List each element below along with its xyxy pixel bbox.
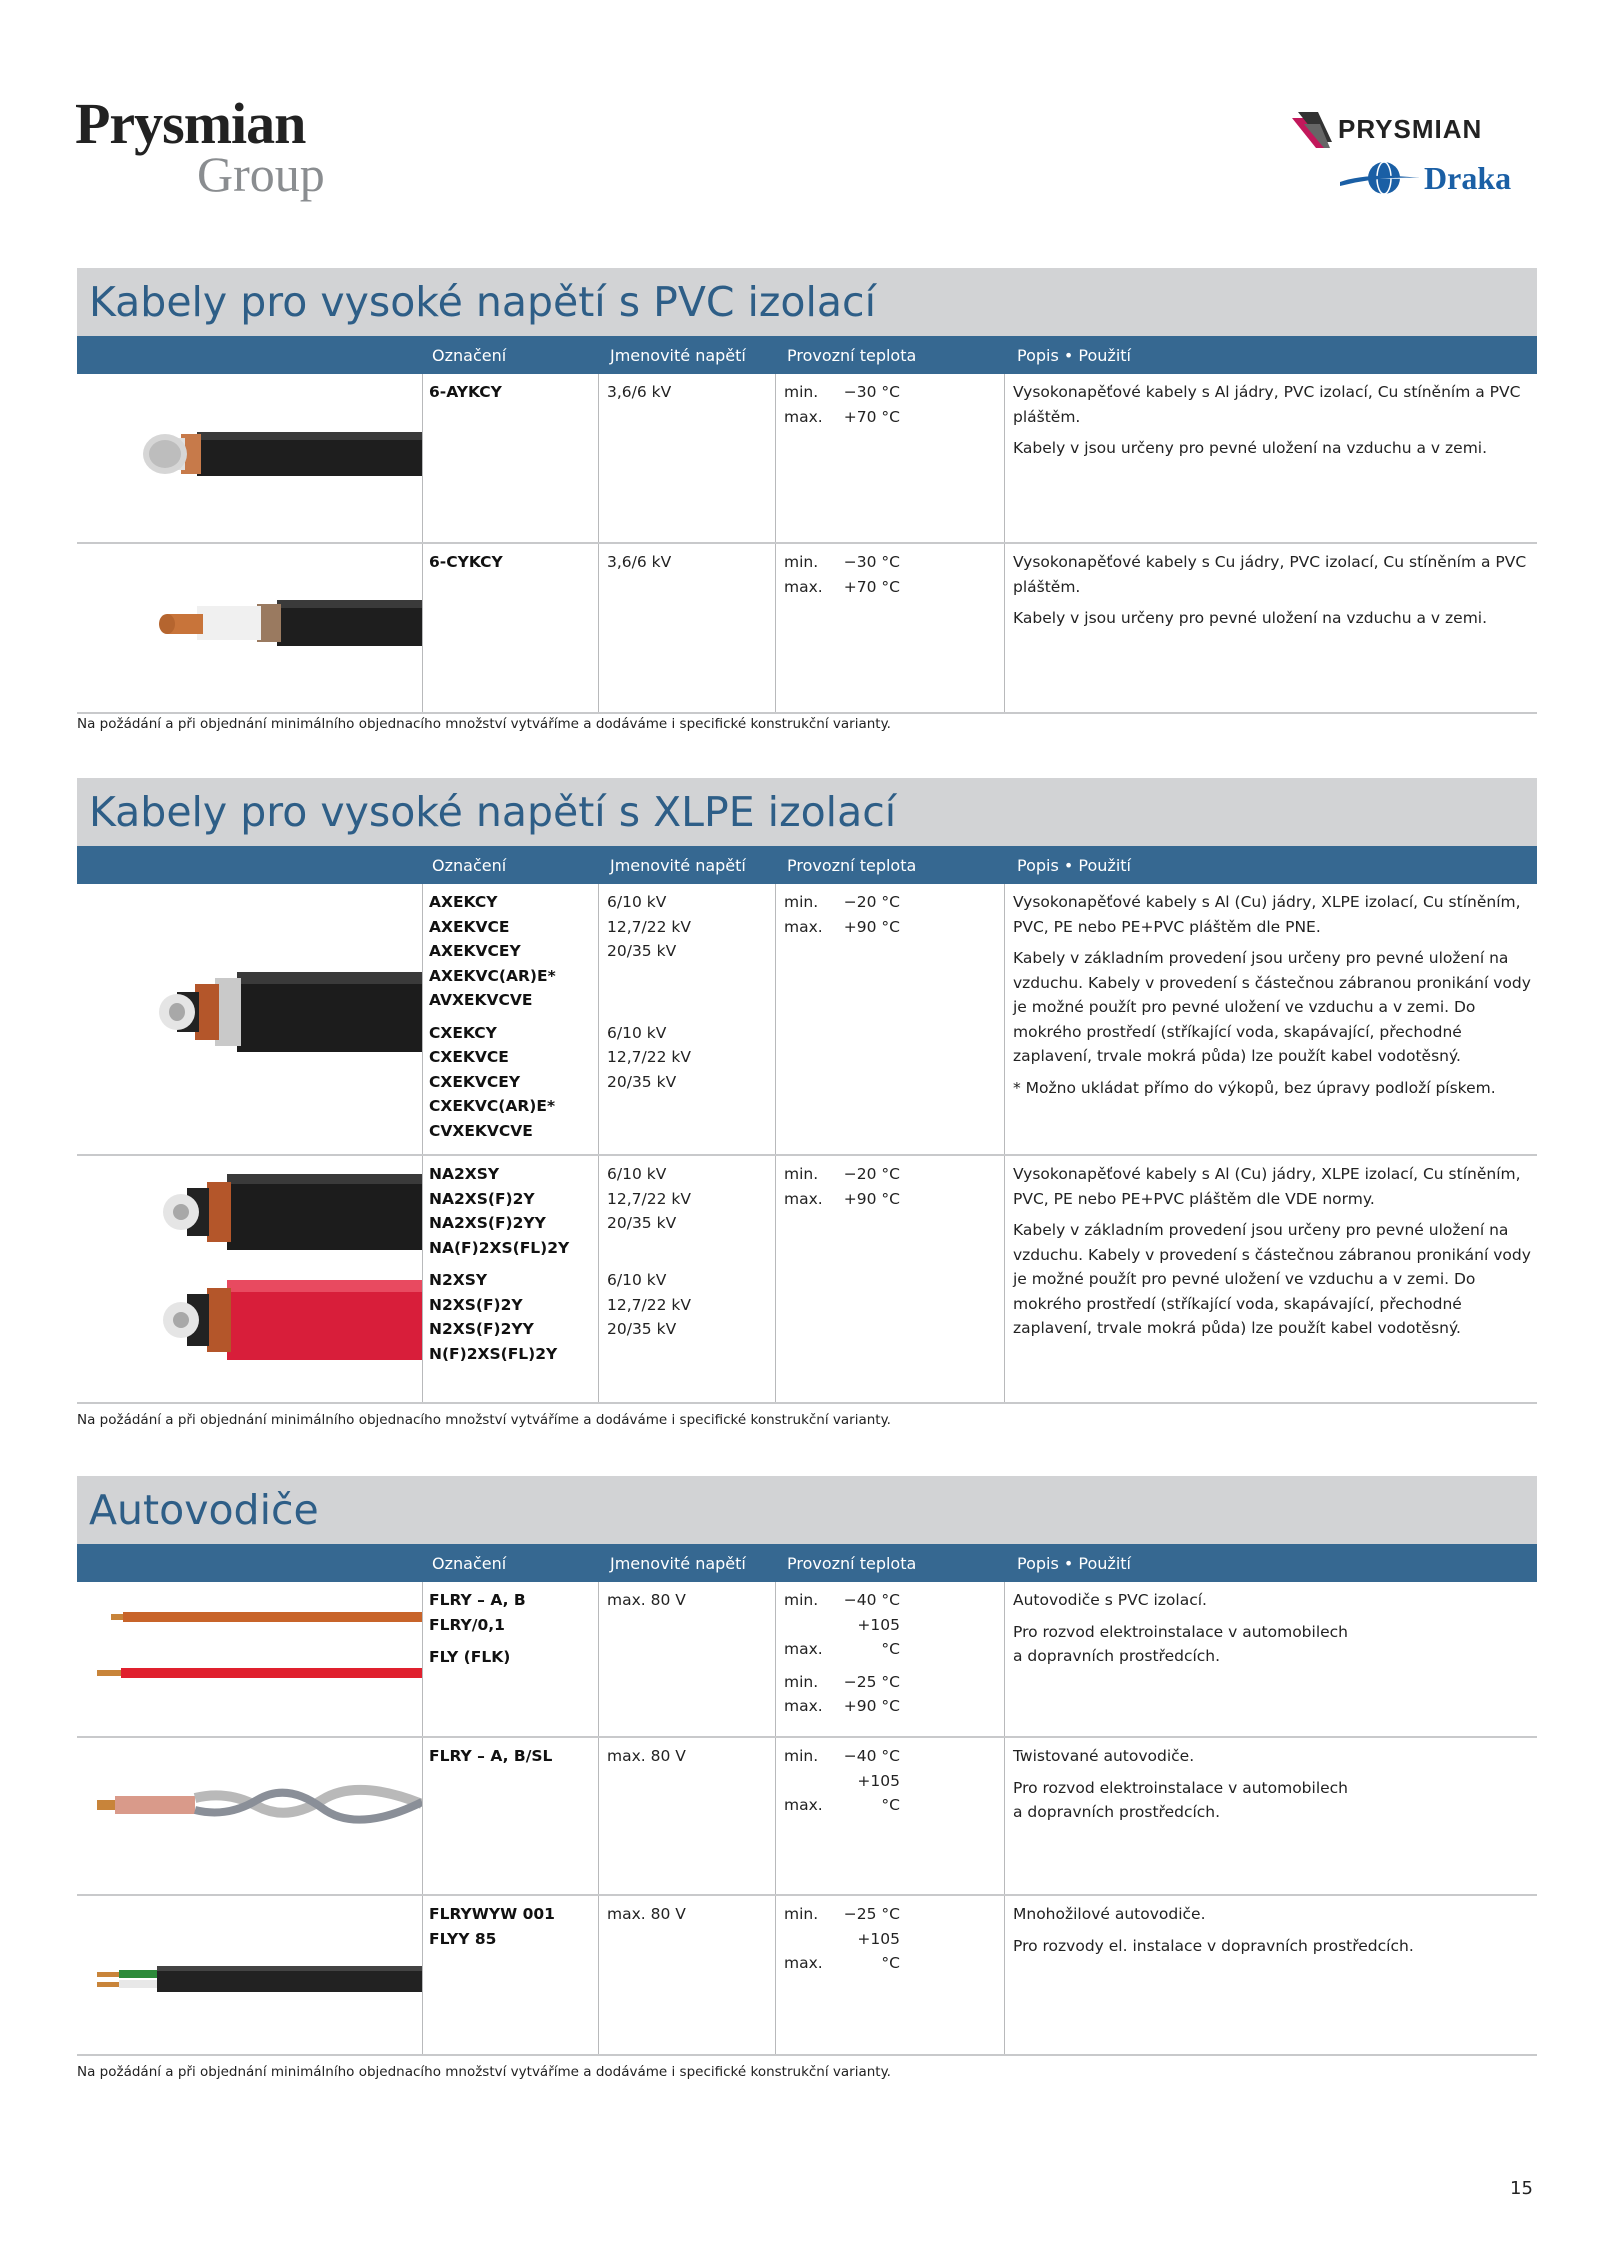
desc-paragraph: Kabely v jsou určeny pro pevné uložení na vzduchu a v zemi. (1013, 439, 1488, 457)
voltage-value: 20/35 kV (607, 1320, 677, 1338)
temp-label: min. (784, 1591, 819, 1609)
temp-label: max. (784, 1954, 823, 1972)
desc-paragraph: * Možno ukládat přímo do výkopů, bez úpravy podloží pískem. (1013, 1078, 1496, 1097)
table-row (77, 884, 1537, 1156)
desc-paragraph: Kabely v základním provedení jsou určeny pro pevné uložení na vzduchu. Kabely v provedení s částečnou zábranou pronikání vody je možné použít pro pevné uložení ve vzduchu a v zemi. Do mokrého prostředí (stříkající voda, skapávající, přechodné zaplavení, trvale mokrá půda) lze použít kabel vodotěsný. (1013, 1221, 1531, 1337)
voltage-value: 6/10 kV (607, 1023, 667, 1042)
cable-code: CXEKCY (429, 1023, 497, 1042)
draka-wordmark: Draka (1424, 160, 1512, 196)
cable-code: N(F)2XS(FL)2Y (429, 1344, 558, 1363)
temp-cell (784, 1902, 900, 1976)
voltage-value: 20/35 kV (607, 1072, 677, 1091)
wire-photo-flry (77, 1582, 422, 1736)
draka-logo (1338, 158, 1538, 198)
temp-label: min. (784, 1747, 819, 1765)
cable-code: NA(F)2XS(FL)2Y (429, 1238, 570, 1257)
code-cell (429, 890, 556, 1143)
voltage-value: max. 80 V (607, 1591, 686, 1609)
header-voltage: Jmenovité napětí (610, 1554, 746, 1573)
header-code: Označení (432, 856, 507, 875)
desc-paragraph: Vysokonapěťové kabely s Al jádry, PVC izolací, Cu stíněním a PVC pláštěm. (1013, 383, 1521, 426)
temp-value: +90 °C (843, 1189, 900, 1208)
temp-value: +70 °C (843, 577, 900, 596)
voltage-cell (607, 1162, 691, 1342)
table-row (77, 374, 1537, 544)
header-code: Označení (432, 346, 507, 365)
desc-paragraph: Pro rozvod elektroinstalace v automobilech a dopravních prostředcích. (1013, 1778, 1349, 1821)
cable-code: N2XS(F)2YY (429, 1320, 534, 1338)
desc-paragraph: Autovodiče s PVC izolací. (1013, 1591, 1207, 1609)
temp-label: max. (784, 917, 823, 936)
header-voltage: Jmenovité napětí (610, 856, 746, 875)
voltage-value: 12,7/22 kV (607, 1189, 691, 1208)
temp-value: +90 °C (843, 1697, 900, 1715)
voltage-value: 20/35 kV (607, 942, 677, 960)
temp-value: −20 °C (843, 1165, 900, 1183)
temp-value: +90 °C (843, 917, 900, 936)
section-pvc (77, 268, 1537, 714)
desc-paragraph: Kabely v jsou určeny pro pevné uložení na vzduchu a v zemi. (1013, 609, 1488, 627)
wire-photo-flrywyw (77, 1896, 422, 2054)
section-xlpe (77, 778, 1537, 1404)
temp-cell (784, 890, 900, 939)
desc-cell (1013, 1588, 1533, 1676)
temp-cell (784, 1162, 900, 1211)
temp-label: min. (784, 1672, 819, 1691)
section-title: Kabely pro vysoké napětí s XLPE izolací (77, 778, 1537, 846)
cable-code: FLRYWYW 001 (429, 1905, 555, 1923)
desc-cell (1013, 1162, 1533, 1348)
cable-code: NA2XS(F)2Y (429, 1189, 535, 1208)
temp-label: max. (784, 1796, 823, 1814)
header-voltage: Jmenovité napětí (610, 346, 746, 365)
code-cell (429, 1162, 569, 1366)
temp-label: min. (784, 553, 819, 571)
header-temp: Provozní teplota (787, 1554, 917, 1573)
temp-label: min. (784, 1165, 819, 1183)
voltage-cell (607, 1902, 686, 1927)
cable-photo-axekcy (77, 884, 422, 1154)
cable-code: FLRY/0,1 (429, 1615, 505, 1634)
voltage-value: 3,6/6 kV (607, 553, 672, 571)
section-title: Kabely pro vysoké napětí s PVC izolací (77, 268, 1537, 336)
cable-code: AVXEKVCVE (429, 991, 533, 1009)
cable-code: CVXEKVCVE (429, 1121, 533, 1140)
temp-value: −30 °C (843, 553, 900, 571)
cable-code: FLYY 85 (429, 1929, 497, 1948)
footnote: Na požádání a při objednání minimálního objednacího množství vytváříme a dodáváme i specifické konstrukční varianty. (77, 1412, 891, 1428)
cable-photo-6-aykcy (77, 374, 422, 542)
code-cell (429, 380, 502, 405)
cable-code: FLRY – A, B/SL (429, 1747, 553, 1765)
code-cell (429, 550, 503, 575)
desc-cell (1013, 890, 1533, 1107)
cable-code: FLRY – A, B (429, 1591, 526, 1609)
temp-value: −40 °C (843, 1591, 900, 1609)
temp-value: +105 °C (857, 1615, 900, 1658)
table-header (77, 336, 1537, 374)
temp-label: min. (784, 893, 819, 911)
temp-cell (784, 380, 900, 429)
desc-paragraph: Twistované autovodiče. (1013, 1747, 1195, 1765)
header-code: Označení (432, 1554, 507, 1573)
temp-value: +105 °C (857, 1771, 900, 1814)
temp-value: −20 °C (843, 893, 900, 911)
prysmian-group-logo (75, 91, 365, 215)
voltage-value: max. 80 V (607, 1747, 686, 1765)
desc-paragraph: Vysokonapěťové kabely s Al (Cu) jádry, XLPE izolací, Cu stíněním, PVC, PE nebo PE+PVC pláštěm dle PNE. (1013, 893, 1521, 936)
table-row (77, 1156, 1537, 1404)
cable-code: NA2XSY (429, 1165, 500, 1183)
table-row (77, 1896, 1537, 2056)
prysmian-logo (1290, 108, 1535, 154)
voltage-value: 20/35 kV (607, 1214, 677, 1232)
temp-value: +70 °C (843, 407, 900, 426)
temp-value: −30 °C (843, 383, 900, 401)
header-temp: Provozní teplota (787, 346, 917, 365)
cable-code: CXEKVCE (429, 1048, 509, 1066)
desc-cell (1013, 380, 1533, 468)
logo-line-1: Prysmian (75, 91, 306, 156)
voltage-cell (607, 550, 671, 575)
cable-code: AXEKVCEY (429, 942, 521, 960)
cable-code: NA2XS(F)2YY (429, 1214, 546, 1232)
temp-label: max. (784, 577, 823, 596)
page-number: 15 (1510, 2178, 1533, 2199)
logo-line-2: Group (197, 146, 325, 202)
cable-code: AXEKVC(AR)E* (429, 966, 556, 985)
header-desc: Popis • Použití (1017, 346, 1131, 365)
table-header (77, 846, 1537, 884)
cable-code: N2XSY (429, 1271, 488, 1289)
cable-photo-6-cykcy (77, 544, 422, 712)
header-temp: Provozní teplota (787, 856, 917, 875)
section-title: Autovodiče (77, 1476, 1537, 1544)
cable-code: AXEKCY (429, 893, 498, 911)
desc-paragraph: Vysokonapěťové kabely s Cu jádry, PVC izolací, Cu stíněním a PVC pláštěm. (1013, 553, 1527, 596)
voltage-value: 6/10 kV (607, 893, 667, 911)
header-desc: Popis • Použití (1017, 1554, 1131, 1573)
desc-cell (1013, 1902, 1533, 1965)
desc-paragraph: Pro rozvody el. instalace v dopravních prostředcích. (1013, 1936, 1414, 1955)
temp-value: −25 °C (843, 1905, 900, 1923)
temp-value: +105 °C (857, 1929, 900, 1972)
voltage-value: 6/10 kV (607, 1271, 667, 1289)
table-header (77, 1544, 1537, 1582)
voltage-cell (607, 380, 671, 405)
temp-label: max. (784, 1189, 823, 1208)
desc-cell (1013, 1744, 1533, 1832)
voltage-value: max. 80 V (607, 1905, 686, 1923)
code-cell (429, 1588, 526, 1670)
cable-code: CXEKVC(AR)E* (429, 1097, 556, 1115)
temp-cell (784, 1744, 900, 1818)
section-autovodice (77, 1476, 1537, 2056)
temp-label: max. (784, 1697, 823, 1715)
cable-code: 6-AYKCY (429, 383, 502, 401)
voltage-value: 3,6/6 kV (607, 383, 672, 401)
cable-code: N2XS(F)2Y (429, 1295, 523, 1314)
temp-value: −40 °C (843, 1747, 900, 1765)
footnote: Na požádání a při objednání minimálního objednacího množství vytváříme a dodáváme i specifické konstrukční varianty. (77, 2064, 891, 2080)
voltage-cell (607, 1744, 686, 1769)
temp-label: max. (784, 407, 823, 426)
voltage-value: 12,7/22 kV (607, 917, 691, 936)
table-row (77, 544, 1537, 714)
code-cell (429, 1902, 555, 1951)
cable-code: CXEKVCEY (429, 1072, 521, 1091)
code-cell (429, 1744, 552, 1769)
desc-paragraph: Kabely v základním provedení jsou určeny pro pevné uložení na vzduchu. Kabely v provedení s částečnou zábranou pronikání vody je možné použít pro pevné uložení ve vzduchu a v zemi. Do mokrého prostředí (stříkající voda, skapávající, přechodné zaplavení, trvale mokrá půda) lze použít kabel vodotěsný. (1013, 949, 1531, 1065)
cable-code: FLY (FLK) (429, 1648, 511, 1666)
cable-code: 6-CYKCY (429, 553, 503, 571)
header-desc: Popis • Použití (1017, 856, 1131, 875)
footnote: Na požádání a při objednání minimálního objednacího množství vytváříme a dodáváme i specifické konstrukční varianty. (77, 716, 891, 732)
temp-label: min. (784, 383, 819, 401)
desc-cell (1013, 550, 1533, 638)
voltage-cell (607, 890, 691, 1094)
wire-photo-flry-twisted (77, 1738, 422, 1894)
cable-photo-na2xsy (77, 1156, 422, 1402)
voltage-cell (607, 1588, 686, 1613)
voltage-value: 12,7/22 kV (607, 1295, 691, 1314)
voltage-value: 12,7/22 kV (607, 1048, 691, 1066)
prysmian-wordmark: PRYSMIAN (1338, 114, 1483, 144)
table-row (77, 1582, 1537, 1738)
desc-paragraph: Pro rozvod elektroinstalace v automobilech a dopravních prostředcích. (1013, 1622, 1349, 1665)
prysmian-mark-icon (1290, 108, 1338, 154)
temp-cell (784, 1588, 900, 1719)
temp-cell (784, 550, 900, 599)
temp-value: −25 °C (843, 1672, 900, 1691)
desc-paragraph: Mnohožilové autovodiče. (1013, 1905, 1206, 1923)
voltage-value: 6/10 kV (607, 1165, 667, 1183)
desc-paragraph: Vysokonapěťové kabely s Al (Cu) jádry, XLPE izolací, Cu stíněním, PVC, PE nebo PE+PVC pláštěm dle VDE normy. (1013, 1165, 1521, 1208)
table-row (77, 1738, 1537, 1896)
globe-icon (1338, 158, 1422, 198)
temp-label: min. (784, 1905, 819, 1923)
temp-label: max. (784, 1640, 823, 1658)
cable-code: AXEKVCE (429, 917, 510, 936)
